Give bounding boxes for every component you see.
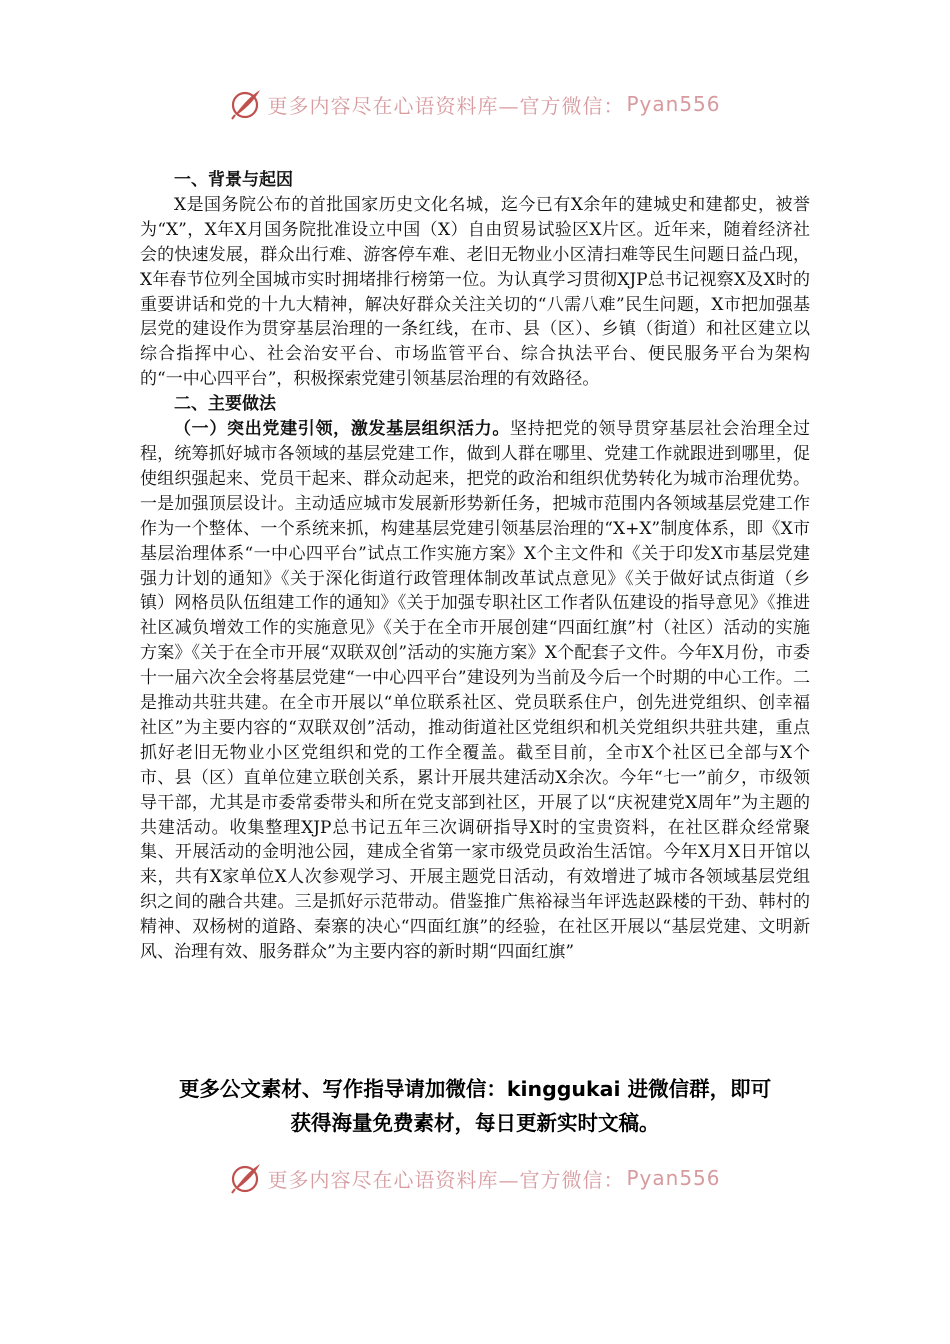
quill-pen-logo-icon xyxy=(229,87,263,121)
top-watermark-banner xyxy=(0,84,950,124)
promo-line-2: 获得海量免费素材，每日更新实时文稿。 xyxy=(290,1111,660,1135)
paragraph-party-building-text: 坚持把党的领导贯穿基层社会治理全过程，统筹抓好城市各领域的基层党建工作，做到人群在哪里、党建工作就跟进到哪里，促使组织强起来、党员干起来、群众动起来，把党的政治和组织优势转化为城市治理优势。一是加强顶层设计。主动适应城市发展新形势新任务，把城市范围内各领域基层党建工作作为一个整体、一个系统来抓，构建基层党建引领基层治理的“X+X”制度体系，即《X市基层治理体系“一中心四平台”试点工作实施方案》X个主文件和《关于印发X市基层党建强力计划的通知》《关于深化街道行政管理体制改革试点意见》《关于做好试点街道（乡镇）网格员队伍组建工作的通知》《关于加强专职社区工作者队伍建设的指导意见》《推进社区减负增效工作的实施意见》《关于在全市开展创建“四面红旗”村（社区）活动的实施方案》《关于在全市开展“双联双创”活动的实施方案》X个配套子文件。今年X月份，市委十一届六次全会将基层党建“一中心四平台”建设列为当前及今后一个时期的中心工作。二是推动共驻共建。在全市开展以“单位联系社区、党员联系住户，创先进党组织、创幸福社区”为主要内容的“双联双创”活动，推动街道社区党组织和机关党组织共驻共建，重点抓好老旧无物业小区党组织和党的工作全覆盖。截至目前，全市X个社区已全部与X个市、县（区）直单位建立联创关系，累计开展共建活动X余次。今年“七一”前夕，市级领导干部，尤其是市委常委带头和所在党支部到社区，开展了以“庆祝建党X周年”为主题的共建活动。收集整理XJP总书记五年三次调研指导X时的宝贵资料，在社区群众经常聚集、开展活动的金明池公园，建成全省第一家市级党员政治生活馆。今年X月X日开馆以来，共有X家单位X人次参观学习、开展主题党日活动，有效增进了城市各领域基层党组织之间的融合共建。三是抓好示范带动。借鉴推广焦裕禄当年评选赵跺楼的干劲、韩村的精神、双杨树的道路、秦寨的决心“四面红旗”的经验，在社区开展以“基层党建、文明新风、治理有效、服务群众”为主要内容的新时期“四面红旗” xyxy=(140,419,811,963)
quill-pen-logo-icon xyxy=(229,1161,263,1195)
section-heading-main-practices: 二、主要做法 xyxy=(174,394,276,415)
banner-handle: Pyan556 xyxy=(626,92,721,116)
banner-text: 更多内容尽在心语资料库—官方微信： xyxy=(267,93,625,118)
promo-line-1: 更多公文素材、写作指导请加微信：kinggukai 进微信群，即可 xyxy=(178,1077,772,1101)
paragraph-party-building xyxy=(140,417,810,965)
document-body xyxy=(140,168,810,965)
section-heading-background: 一、背景与起因 xyxy=(174,170,293,190)
subheading-party-building: （一）突出党建引领，激发基层组织活力。 xyxy=(174,419,511,440)
banner-handle: Pyan556 xyxy=(626,1166,721,1190)
banner-text: 更多内容尽在心语资料库—官方微信： xyxy=(267,1167,625,1192)
promo-notice xyxy=(0,1072,950,1140)
bottom-watermark-banner xyxy=(0,1158,950,1198)
paragraph-background: X是国务院公布的首批国家历史文化名城，迄今已有X余年的建城史和建都史，被誉为“X”，X年X月国务院批准设立中国（X）自由贸易试验区X片区。近年来，随着经济社会的快速发展，群众出行难、游客停车难、老旧无物业小区清扫难等民生问题日益凸现，X年春节位列全国城市实时拥堵排行榜第一位。为认真学习贯彻XJP总书记视察X及X时的重要讲话和党的十九大精神，解决好群众关注关切的“八需八难”民生问题，X市把加强基层党的建设作为贯穿基层治理的一条红线，在市、县（区）、乡镇（街道）和社区建立以综合指挥中心、社会治安平台、市场监管平台、综合执法平台、便民服务平台为架构的“一中心四平台”，积极探索党建引领基层治理的有效路径。 xyxy=(140,194,810,390)
